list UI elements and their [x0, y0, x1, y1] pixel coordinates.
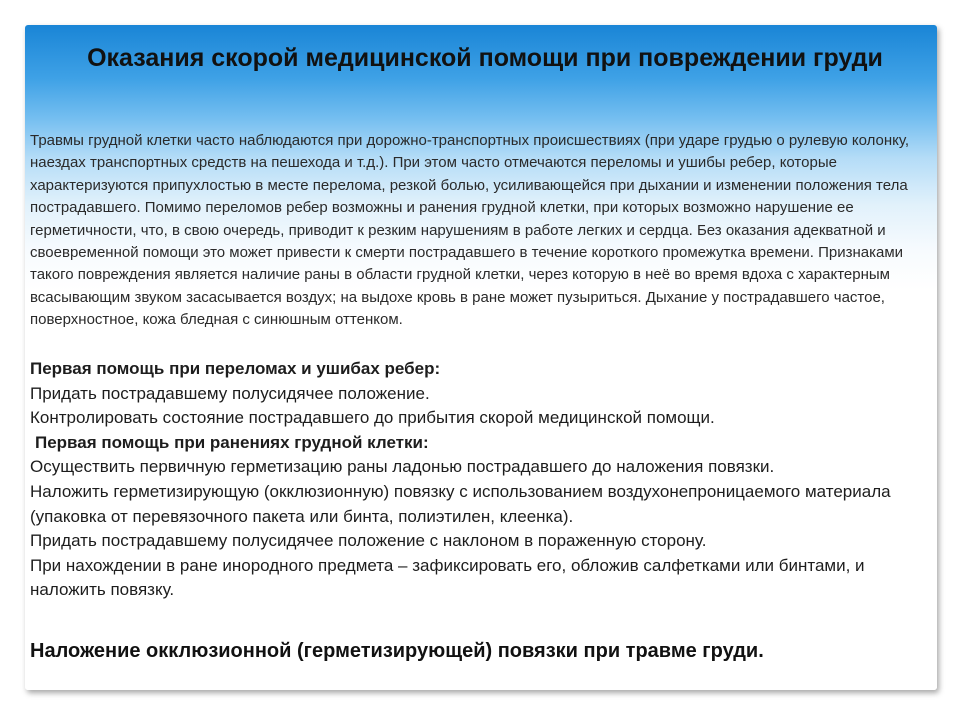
intro-paragraph: Травмы грудной клетки часто наблюдаются при дорожно-транспортных происшествиях (при ударе грудью о рулевую колонку, наездах транспортных средств на пешехода и т.д.). При этом часто отмечаются переломы и ушибы ребер, которые характеризуются припухлостью в месте перелома, резкой болью, усиливающейся при дыхании и изменении положения тела пострадавшего. Помимо переломов ребер возможны и ранения грудной клетки, при которых возможно нарушение ее герметичности, что, в свою очередь, приводит к резким нарушениям в работе легких и сердца. Без оказания адекватной и своевременной помощи это может привести к смерти пострадавшего в течение короткого промежутка времени. Признаками такого повреждения является наличие раны в области грудной клетки, через которую в неё во время вдоха с характерным всасывающим звуком засасывается воздух; на выдохе кровь в ране может пузыриться. Дыхание у пострадавшего частое, поверхностное, кожа бледная с синюшным оттенком. [30, 132, 910, 329]
wounds-heading: Первая помощь при ранениях грудной клетки: [35, 432, 429, 452]
ribs-step: Контролировать состояние пострадавшего до прибытия скорой медицинской помощи. [30, 408, 715, 428]
wounds-step: Осуществить первичную герметизацию раны ладонью пострадавшего до наложения повязки. [30, 457, 775, 477]
wounds-step: Придать пострадавшему полусидячее положение с наклоном в пораженную сторону. [30, 531, 707, 551]
wounds-step: При нахождении в ране инородного предмета – зафиксировать его, обложив салфетками или бинтами, и наложить повязку. [30, 555, 865, 600]
ribs-heading: Первая помощь при переломах и ушибах ребер: [30, 359, 441, 378]
slide-title: Оказания скорой медицинской помощи при повреждении груди [87, 44, 883, 72]
wounds-step: Наложить герметизирующую (окклюзионную) повязку с использованием воздухонепроницаемого материала (упаковка от перевязочного пакета или бинта, полиэтилен, клеенка). [30, 481, 891, 526]
final-heading: Наложение окклюзионной (герметизирующей) повязки при травме груди. [30, 640, 764, 662]
slide [25, 25, 937, 690]
first-aid-list [30, 357, 936, 603]
ribs-step: Придать пострадавшему полусидячее положение. [30, 383, 430, 403]
